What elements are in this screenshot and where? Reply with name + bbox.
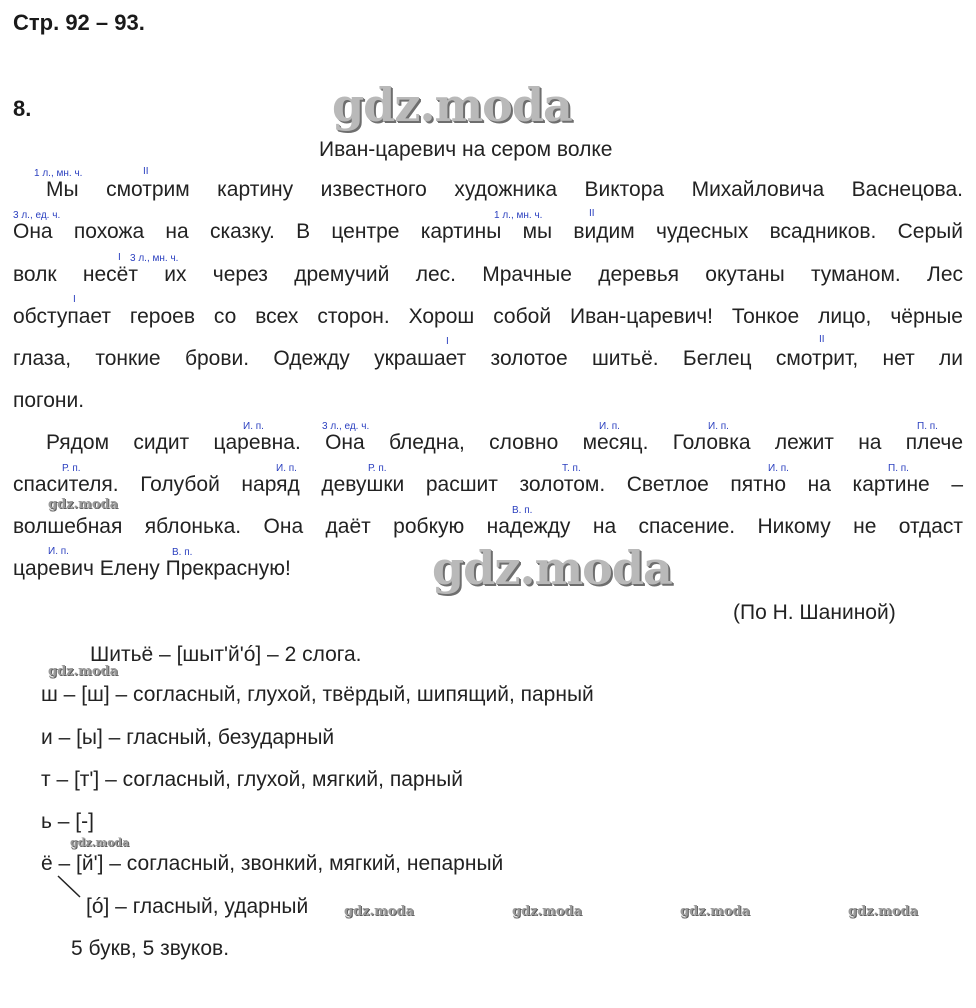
text-line: погони. [13,389,85,412]
annotation-case: И. п. [768,463,789,474]
annotation-case: Р. п. [62,463,81,474]
annotation-case: Р. п. [368,463,387,474]
text-line: глаза, тонкие брови. Одежду украшает золотое шитьё. Беглец смотрит, нет ли [13,347,963,370]
watermark-small: gdz.moda [344,904,415,919]
text-line: царевич Елену Прекрасную! [13,557,291,580]
annotation-person: 3 л., ед. ч. [322,421,370,432]
annotation-conjugation: II [589,208,595,219]
watermark-logo: gdz.moda [332,78,572,132]
annotation-conjugation: II [819,334,825,345]
text-line: Рядом сидит царевна. Она бледна, словно месяц. Головка лежит на плече [46,431,963,454]
watermark-small: gdz.moda [70,836,130,849]
watermark-small: gdz.moda [680,904,751,919]
annotation-person: 3 л., ед. ч. [13,210,61,221]
text-line: волшебная яблонька. Она даёт робкую надежду на спасение. Никому не отдаст [13,515,963,538]
text-line: обступает героев со всех сторон. Хорош собой Иван-царевич! Тонкое лицо, чёрные [13,305,963,328]
annotation-person: 3 л., мн. ч. [130,253,179,264]
annotation-case: И. п. [599,421,620,432]
text-title: Иван-царевич на сером волке [319,138,613,161]
analysis-row: [ó] – гласный, ударный [86,895,309,918]
page-reference: Стр. 92 – 93. [13,10,145,35]
watermark-small: gdz.moda [48,497,119,512]
analysis-row: т – [т'] – согласный, глухой, мягкий, парный [41,768,463,791]
analysis-row: ь – [-] [41,810,94,833]
task-number: 8. [13,96,32,121]
attribution: (По Н. Шаниной) [733,601,896,624]
analysis-heading: Шитьё – [шыт'й'ó] – 2 слога. [90,643,362,666]
annotation-conjugation: I [118,252,121,263]
annotation-case: П. п. [888,463,909,474]
text-line: Мы смотрим картину известного художника Виктора Михайловича Васнецова. [46,178,963,201]
annotation-case: В. п. [172,547,193,558]
annotation-case: В. п. [512,505,533,516]
annotation-case: И. п. [48,546,69,557]
watermark-small: gdz.moda [512,904,583,919]
branch-connector [55,874,85,900]
annotation-conjugation: I [446,336,449,347]
annotation-conjugation: I [73,294,76,305]
analysis-row: ш – [ш] – согласный, глухой, твёрдый, шипящий, парный [41,683,594,706]
analysis-summary: 5 букв, 5 звуков. [71,937,230,960]
annotation-person: 1 л., мн. ч. [34,168,83,179]
annotation-conjugation: II [143,166,149,177]
annotation-case: Т. п. [562,463,581,474]
annotation-case: И. п. [243,421,264,432]
annotation-case: И. п. [276,463,297,474]
annotation-case: П. п. [917,421,938,432]
text-line: волк несёт их через дремучий лес. Мрачные деревья окутаны туманом. Лес [13,263,963,286]
annotation-case: И. п. [708,421,729,432]
analysis-row: и – [ы] – гласный, безударный [41,726,335,749]
watermark-small: gdz.moda [848,904,919,919]
text-line: спасителя. Голубой наряд девушки расшит золотом. Светлое пятно на картине – [13,473,963,496]
watermark-logo: gdz.moda [432,541,672,595]
analysis-row: ё – [й'] – согласный, звонкий, мягкий, непарный [41,852,504,875]
annotation-person: 1 л., мн. ч. [494,210,543,221]
text-line: Она похожа на сказку. В центре картины мы видим чудесных всадников. Серый [13,220,963,243]
watermark-small: gdz.moda [48,664,119,679]
